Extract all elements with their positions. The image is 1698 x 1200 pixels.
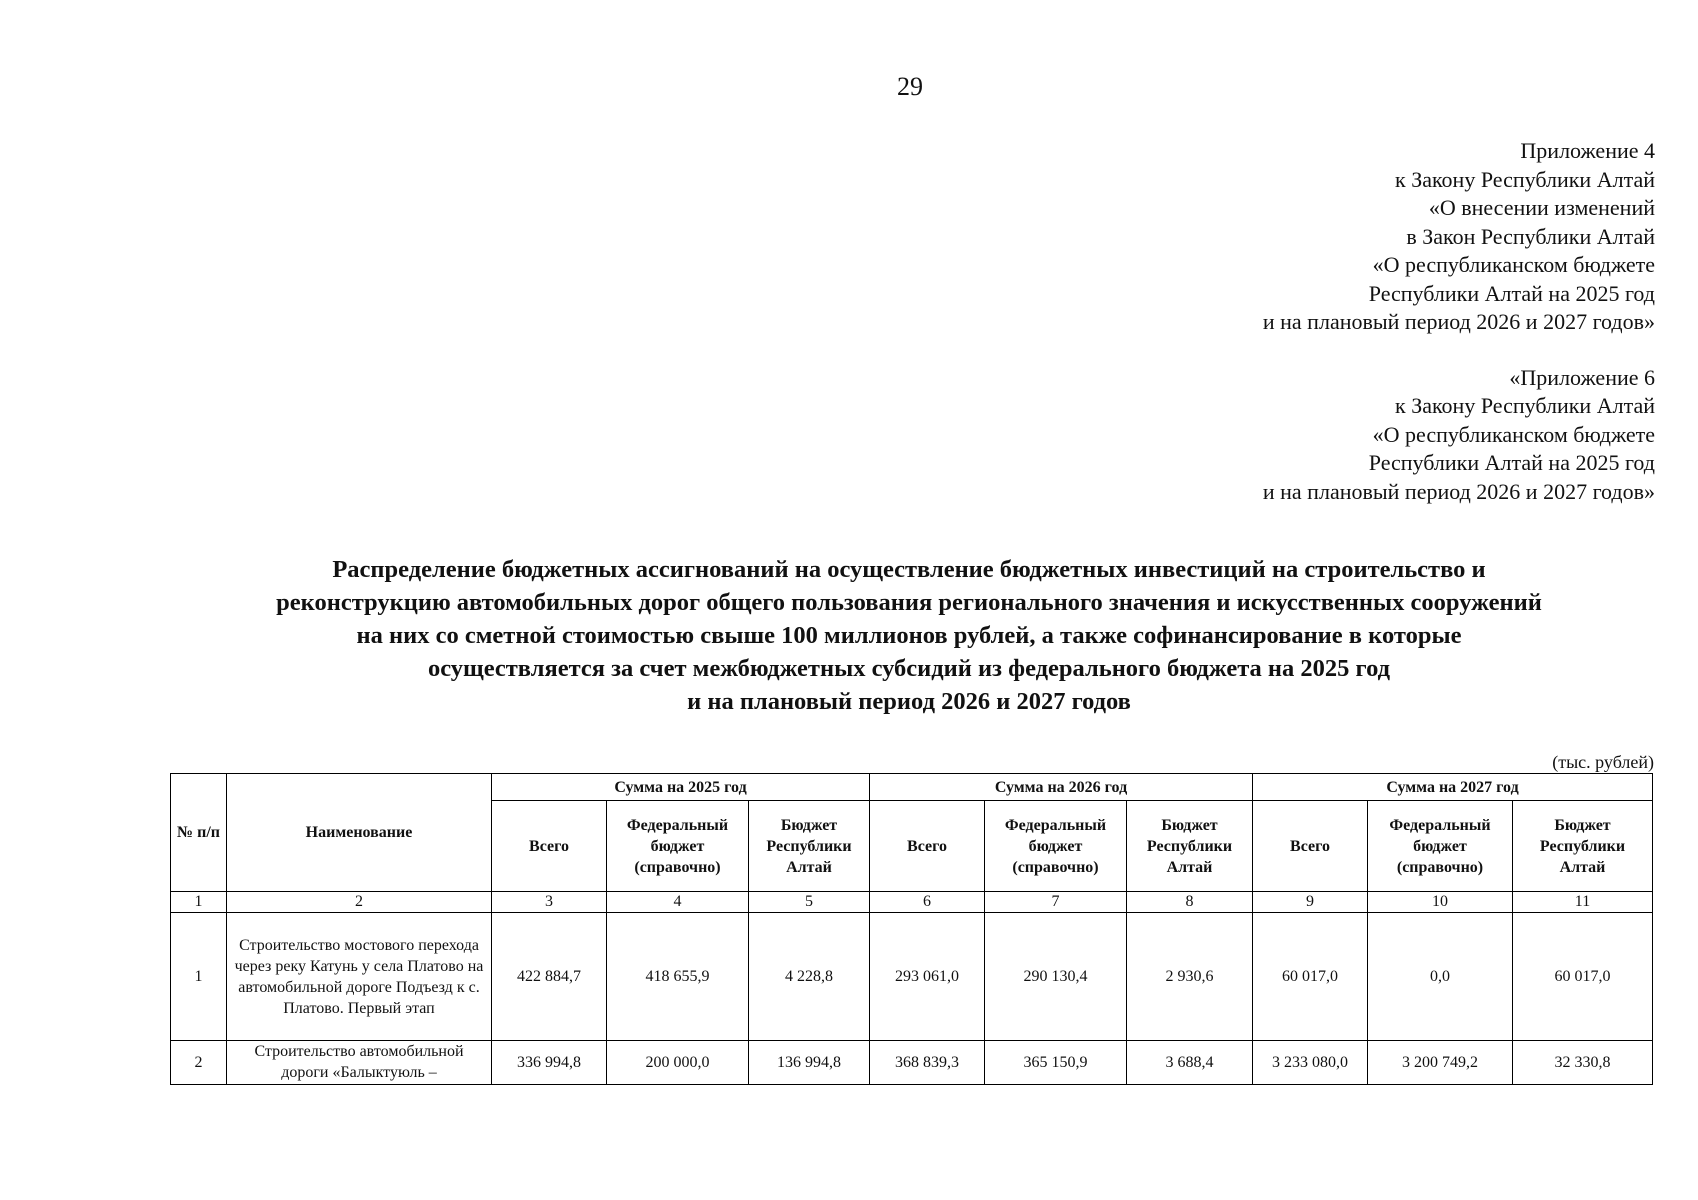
column-number: 9 <box>1253 892 1368 913</box>
value-cell: 368 839,3 <box>870 1041 985 1085</box>
table-row <box>171 1041 1653 1085</box>
units-label: (тыс. рублей) <box>1552 752 1654 772</box>
value-cell: 60 017,0 <box>1253 913 1368 1041</box>
header-federal: Федеральный бюджет (справочно) <box>607 801 749 892</box>
annex-line: «Приложение 6 <box>1509 364 1655 390</box>
row-name: Строительство мостового перехода через реку Катунь у села Платово на автомобильной дороге Подъезд к с. Платово. Первый этап <box>227 913 492 1041</box>
header-name: Наименование <box>227 774 492 892</box>
table-row <box>171 913 1653 1041</box>
header-federal: Федеральный бюджет (справочно) <box>985 801 1127 892</box>
value-cell: 290 130,4 <box>985 913 1127 1041</box>
header-total: Всего <box>492 801 607 892</box>
annex-line: «О республиканском бюджете <box>1372 421 1655 447</box>
page-number: 29 <box>897 72 923 101</box>
budget-table <box>170 773 1653 1085</box>
value-cell: 0,0 <box>1368 913 1513 1041</box>
annex-header <box>1263 137 1655 506</box>
value-cell: 32 330,8 <box>1513 1041 1653 1085</box>
title-line: реконструкцию автомобильных дорог общего пользования регионального значения и искусственных сооружений <box>276 589 1542 616</box>
value-cell: 3 200 749,2 <box>1368 1041 1513 1085</box>
column-number: 1 <box>171 892 227 913</box>
header-republic: Бюджет Республики Алтай <box>1127 801 1253 892</box>
title-line: и на плановый период 2026 и 2027 годов <box>687 688 1131 715</box>
column-number: 7 <box>985 892 1127 913</box>
annex-spacer <box>1263 337 1655 364</box>
value-cell: 336 994,8 <box>492 1041 607 1085</box>
annex-line: и на плановый период 2026 и 2027 годов» <box>1262 309 1655 334</box>
annex-line: Приложение 4 <box>1520 138 1655 163</box>
value-cell: 418 655,9 <box>607 913 749 1041</box>
header-group-2026: Сумма на 2026 год <box>870 774 1253 801</box>
header-republic: Бюджет Республики Алтай <box>749 801 870 892</box>
value-cell: 200 000,0 <box>607 1041 749 1085</box>
value-cell: 136 994,8 <box>749 1041 870 1085</box>
annex-line: к Закону Республики Алтай <box>1395 393 1655 418</box>
value-cell: 3 233 080,0 <box>1253 1041 1368 1085</box>
value-cell: 3 688,4 <box>1127 1041 1253 1085</box>
title-line: осуществляется за счет межбюджетных субсидий из федерального бюджета на 2025 год <box>427 655 1391 682</box>
document-title <box>170 553 1648 718</box>
header-group-2027: Сумма на 2027 год <box>1253 774 1653 801</box>
annex-line: «О внесении изменений <box>1428 195 1655 220</box>
table-header-row <box>171 774 1653 801</box>
annex-line: Республики Алтай на 2025 год <box>1368 450 1655 475</box>
column-number: 6 <box>870 892 985 913</box>
title-line: Распределение бюджетных ассигнований на осуществление бюджетных инвестиций на строительство и <box>332 556 1486 583</box>
value-cell: 4 228,8 <box>749 913 870 1041</box>
row-name: Строительство автомобильной дороги «Балыктуюль – <box>254 1043 464 1081</box>
header-total: Всего <box>870 801 985 892</box>
column-number: 11 <box>1513 892 1653 913</box>
column-number: 4 <box>607 892 749 913</box>
annex-line: и на плановый период 2026 и 2027 годов» <box>1262 478 1655 504</box>
row-name-cell <box>227 1041 492 1085</box>
value-cell: 60 017,0 <box>1513 913 1653 1041</box>
header-group-2025: Сумма на 2025 год <box>492 774 870 801</box>
annex-line: в Закон Республики Алтай <box>1406 223 1655 249</box>
header-total: Всего <box>1253 801 1368 892</box>
annex-line: к Закону Республики Алтай <box>1395 166 1655 192</box>
column-number: 5 <box>749 892 870 913</box>
header-no: № п/п <box>171 774 227 892</box>
value-cell: 422 884,7 <box>492 913 607 1041</box>
column-number-row <box>171 892 1653 913</box>
title-line: на них со сметной стоимостью свыше 100 миллионов рублей, а также софинансирование в которые <box>356 622 1462 649</box>
column-number: 3 <box>492 892 607 913</box>
row-number: 1 <box>171 913 227 1041</box>
column-number: 10 <box>1368 892 1513 913</box>
column-number: 8 <box>1127 892 1253 913</box>
value-cell: 365 150,9 <box>985 1041 1127 1085</box>
value-cell: 2 930,6 <box>1127 913 1253 1041</box>
value-cell: 293 061,0 <box>870 913 985 1041</box>
annex-line: Республики Алтай на 2025 год <box>1368 280 1655 306</box>
column-number: 2 <box>227 892 492 913</box>
header-federal: Федеральный бюджет (справочно) <box>1368 801 1513 892</box>
annex-line: «О республиканском бюджете <box>1372 252 1655 277</box>
row-number: 2 <box>171 1041 227 1085</box>
header-republic: Бюджет Республики Алтай <box>1513 801 1653 892</box>
